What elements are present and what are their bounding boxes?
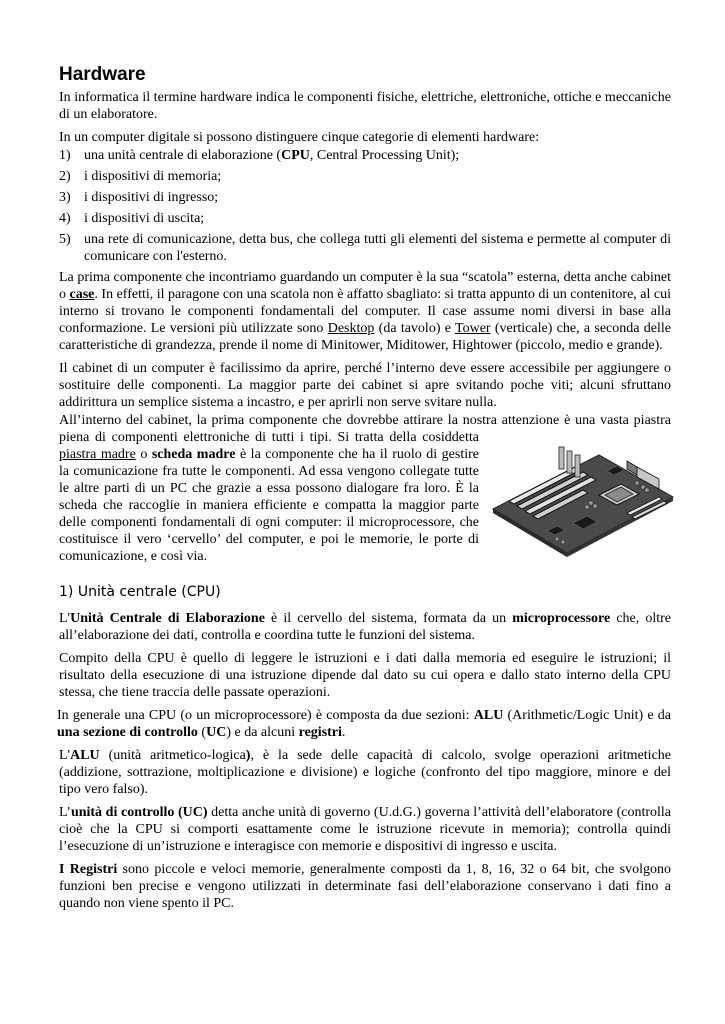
case-term: case	[69, 287, 95, 302]
desktop-term: Desktop	[327, 321, 375, 336]
motherboard-paragraph	[59, 412, 671, 565]
piastra-madre-term: piastra madre	[59, 447, 136, 462]
intro-paragraph: In informatica il termine hardware indica le componenti fisiche, elettriche, elettroniche, ottiche e meccaniche di un elaboratore.	[59, 90, 671, 122]
text-run: , è la sede delle capacità di calcolo, svolge operazioni aritmetiche (addizione, sottrazione, moltiplicazione e divisione) e logiche (confronto del tipo maggiore, minore e del tipo vero falso).	[59, 748, 671, 797]
text-run: (da tavolo) e	[374, 321, 456, 336]
cpu-paragraph-3	[57, 707, 671, 741]
list-text-part: una unità centrale di elaborazione (	[84, 148, 282, 163]
bold-term: ALU	[473, 708, 504, 723]
text-run: è il cervello del sistema, formata da un	[264, 611, 513, 626]
text-run: (unità aritmetico-logica	[99, 748, 246, 763]
list-number: 5)	[59, 232, 71, 247]
case-paragraph	[59, 269, 671, 354]
categories-intro: In un computer digitale si possono distinguere cinque categorie di elementi hardware:	[59, 130, 540, 145]
bold-term: microprocessore	[512, 611, 611, 626]
cpu-paragraph-2: Compito della CPU è quello di leggere le istruzioni e i dati dalla memoria ed eseguire le istruzioni; il risultato della esecuzione di una istruzione dipende dal dato su cui opera e dallo stato interno della CPU stessa, che tiene traccia delle passate operazioni.	[59, 651, 671, 700]
list-text: i dispositivi di memoria;	[84, 169, 222, 184]
list-text	[84, 147, 671, 164]
cpu-bold: CPU	[281, 148, 310, 163]
list-item	[59, 147, 671, 164]
list-item	[59, 189, 671, 206]
text-run: (Arithmetic/Logic Unit) e da	[503, 708, 671, 723]
scheda-madre-term: scheda madre	[151, 447, 236, 462]
registri-paragraph	[59, 861, 671, 912]
list-number: 1)	[59, 148, 71, 163]
list-number: 3)	[59, 190, 71, 205]
bold-term: UC	[206, 725, 227, 740]
list-text: i dispositivi di ingresso;	[84, 190, 219, 205]
list-item	[59, 231, 671, 265]
cabinet-paragraph: Il cabinet di un computer è facilissimo da aprire, perché l’interno deve essere accessibile per aggiungere o sostituire delle componenti. La maggior parte dei cabinet si apre svitando poche viti; alcuni sfruttano addirittura un semplice sistema a incastro, e per aprirli non serve svitare nulla.	[59, 361, 671, 410]
bold-term: Unità Centrale di Elaborazione	[70, 611, 265, 626]
list-text: una rete di comunicazione, detta bus, che collega tutti gli elementi del sistema e permette al computer di comunicare con l'esterno.	[84, 232, 671, 264]
alu-paragraph	[59, 747, 671, 798]
text-run: La prima componente che incontriamo guardando un computer è la sua “scatola” esterna, detta anche cabinet o	[59, 270, 671, 302]
text-run: . In effetti, il paragone con una scatola non è affatto sbagliato: si tratta appunto di un contenitore, al cui interno si trovano le componenti fondamentali del computer. Il case assume nomi diversi in base alla conformazione. Le versioni più utilizzate sono	[59, 287, 672, 336]
bold-term: registri	[298, 725, 342, 740]
motherboard-image	[487, 431, 677, 559]
text-run: detta anche unità di governo (U.d.G.) governa l’attività dell’elaboratore (controlla cioè che la CPU si comporti esattamente come le istruzione ricevute in memoria); controlla quindi l’esecuzione di un’istruzione e interagisce con memorie e dispositivi di ingresso e uscita.	[59, 805, 671, 854]
text-run: In generale una CPU (o un microprocessore) è composta da due sezioni:	[57, 708, 474, 723]
tower-term: Tower	[455, 321, 491, 336]
bold-term: una sezione di controllo	[57, 725, 198, 740]
list-item	[59, 168, 671, 185]
bold-term: I Registri	[59, 862, 118, 877]
document-body	[59, 64, 671, 918]
bold-term: ALU	[70, 748, 100, 763]
bold-term: )	[245, 748, 251, 763]
text-run: .	[341, 725, 346, 740]
text-run: (	[197, 725, 207, 740]
text-run: L'	[59, 611, 71, 626]
list-text: i dispositivi di uscita;	[84, 211, 205, 226]
text-run: ) e da alcuni	[226, 725, 299, 740]
uc-paragraph	[59, 804, 671, 855]
list-number: 4)	[59, 211, 71, 226]
text-run: sono piccole e veloci memorie, generalmente composti da 1, 8, 16, 32 o 64 bit, che svolgono funzioni ben precise e vengono utilizzati in determinate fasi dell’elaborazione conservano i dati fino a quando non viene spento il PC.	[59, 862, 671, 911]
text-run: L’	[59, 805, 71, 820]
section-heading-cpu: 1) Unità centrale (CPU)	[59, 584, 221, 600]
list-item	[59, 210, 671, 227]
page-title: Hardware	[59, 64, 146, 85]
bold-term: unità di controllo (UC)	[70, 805, 208, 820]
text-run: (verticale) che, a seconda delle caratteristiche di grandezza, prende il nome di Minitower, Miditower, Hightower (piccolo, medio e grande).	[59, 321, 671, 353]
cpu-paragraph-1	[59, 610, 671, 644]
list-text-part: , Central Processing Unit);	[309, 148, 460, 163]
text-run: è la componente che ha il ruolo di gestire la comunicazione fra tutte le componenti. Ad essa vengono collegate tutte le altre parti di un PC che grazie a essa possono dialogare fra loro. È la scheda che raccoglie in maniera efficiente e compatta la maggior parte delle componenti fondamentali di ogni computer: il microprocessore, che costituisce il vero ‘cervello’ del computer, e poi le memorie, le porte di comunicazione, e così via.	[59, 447, 479, 564]
hardware-categories-list	[59, 147, 671, 265]
text-run: All’interno del cabinet, la prima componente che dovrebbe attirare la nostra attenzione è una vasta piastra piena di componenti elettroniche di tutti i tipi. Si tratta della cosiddetta	[59, 413, 671, 445]
list-number: 2)	[59, 169, 71, 184]
text-run: che, oltre all’elaborazione dei dati, controlla e coordina tutte le funzioni del sistema.	[59, 611, 671, 643]
text-run: o	[135, 447, 152, 462]
text-run: L'	[59, 748, 71, 763]
